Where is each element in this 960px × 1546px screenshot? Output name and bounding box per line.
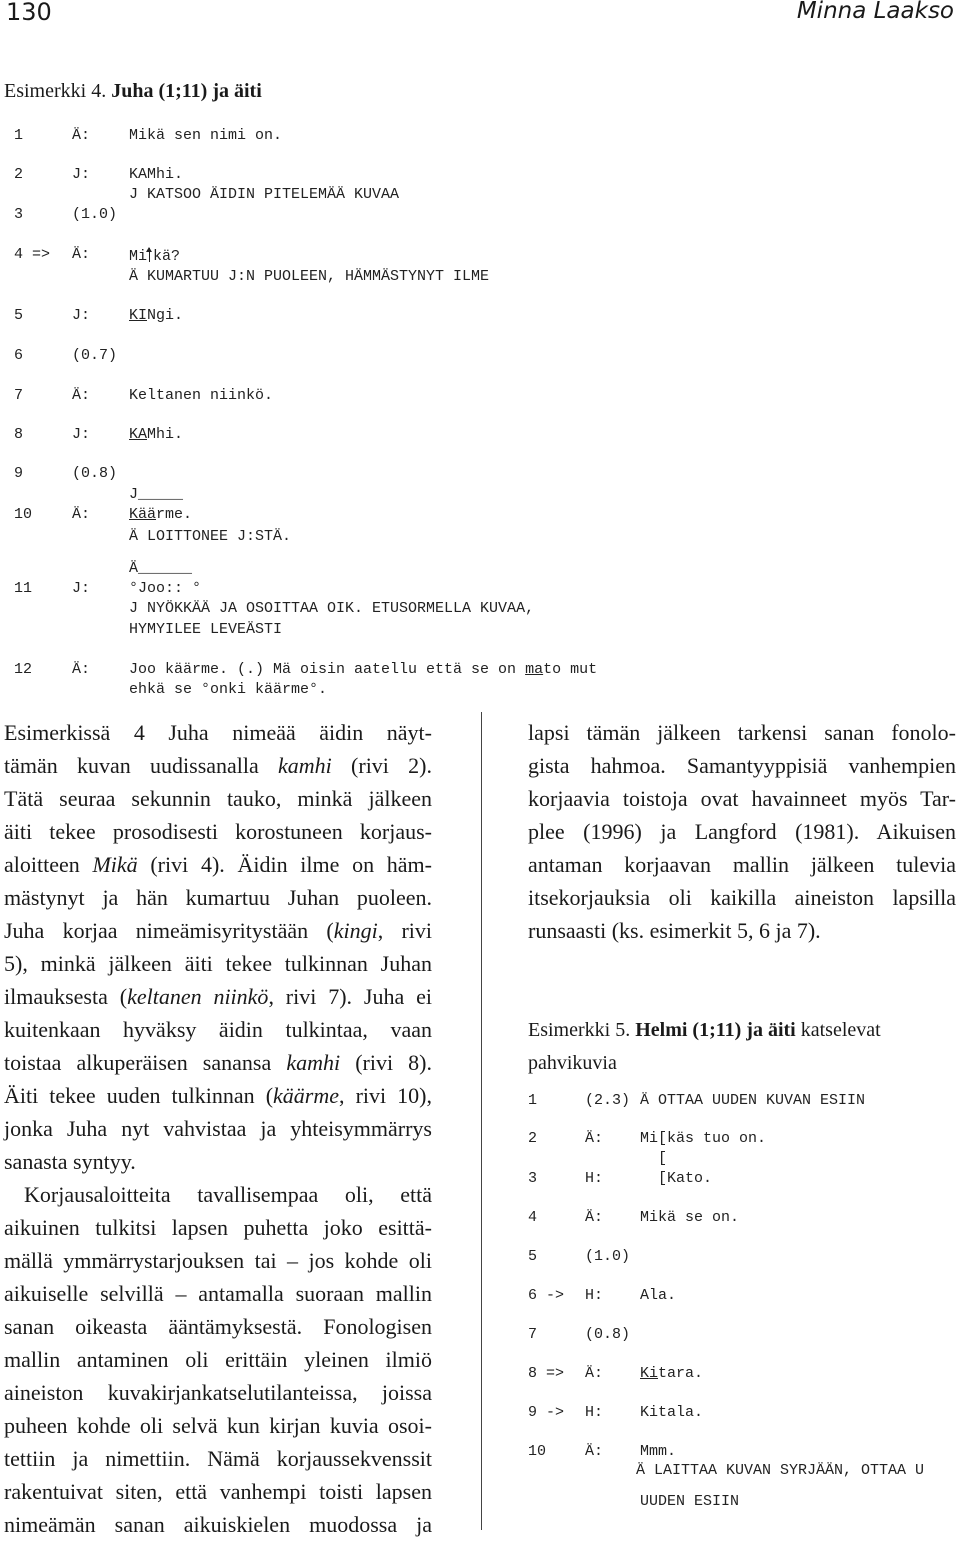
speaker: (0.7) <box>72 347 118 364</box>
text-run: tettiin ja nimettiin. Nämä korjaussekvenssit <box>4 1446 432 1471</box>
text-run: Korjausaloitteita tavallisempaa oli, että <box>24 1182 432 1207</box>
text-line <box>528 749 956 782</box>
line-number: 2 <box>14 166 24 183</box>
text-run: sanasta syntyy. <box>4 1149 136 1174</box>
text-line <box>4 1211 432 1244</box>
transcript-line <box>0 186 950 204</box>
line-number: 3 <box>14 206 24 223</box>
speaker: (1.0) <box>72 206 118 223</box>
text-run: Tätä seuraa sekunnin tauko, minkä jälkeen <box>4 786 432 811</box>
speaker: Ä: <box>585 1443 604 1460</box>
transcript-line <box>0 506 950 524</box>
utterance-part: Keltanen niinkö. <box>129 387 274 404</box>
utterance-part: [ <box>640 1150 668 1167</box>
transcript-line <box>0 465 950 483</box>
line-number: 11 <box>14 580 33 597</box>
text-run: aloitteen <box>4 852 93 877</box>
transcript-line <box>528 1209 958 1227</box>
text-line <box>4 1277 432 1310</box>
utterance-part: Mmm. <box>640 1443 677 1460</box>
transcript-line <box>0 246 950 264</box>
transcript-line <box>0 387 950 405</box>
text-line <box>4 1244 432 1277</box>
text-run: 5), minkä jälkeen äiti tekee tulkinnan Juhan <box>4 951 432 976</box>
text-line <box>4 947 432 980</box>
text-line <box>4 914 432 947</box>
text-line <box>4 1145 432 1178</box>
line-number: 9 -> <box>528 1404 565 1421</box>
utterance-part: HYMYILEE LEVEÄSTI <box>129 621 283 638</box>
text-run: mällä ymmärrystarjouksen tai – jos kohde oli <box>4 1248 432 1273</box>
text-line <box>528 716 956 749</box>
utterance-part: [Kato. <box>640 1170 713 1187</box>
utterance <box>129 600 534 618</box>
example4-title: Esimerkki 4. Juha (1;11) ja äiti <box>4 80 262 102</box>
line-number: 4 <box>528 1209 538 1226</box>
stressed-syllable: ma <box>525 661 544 678</box>
text-line <box>4 782 432 815</box>
stressed-syllable: Kää <box>129 506 157 523</box>
line-number: 10 <box>14 506 33 523</box>
utterance <box>640 1287 676 1305</box>
text-run: puheen kohde oli selvä kun kirjan kuvia osoi- <box>4 1413 432 1438</box>
speaker: J: <box>72 426 91 443</box>
transcript-line <box>0 621 950 639</box>
text-line <box>4 1112 432 1145</box>
transcript-line <box>0 600 950 618</box>
text-line <box>528 914 956 947</box>
text-run: itsekorjauksia oli kaikilla aineiston lapsilla <box>528 885 956 910</box>
utterance-part: J KATSOO ÄIDIN PITELEMÄÄ KUVAA <box>129 186 400 203</box>
transcript-line <box>0 560 950 578</box>
speaker: (2.3) <box>585 1092 631 1109</box>
italic-term: kamhi <box>278 753 332 778</box>
text-line <box>4 1178 432 1211</box>
speaker: J: <box>72 580 91 597</box>
utterance <box>129 426 183 444</box>
utterance <box>129 268 489 286</box>
utterance <box>640 1443 676 1461</box>
italic-term: keltanen niinkö <box>127 984 269 1009</box>
utterance-part: Mi <box>129 248 148 265</box>
text-run: äiti tekee prosodisesti korostuneen korjaus- <box>4 819 432 844</box>
line-number: 10 <box>528 1443 547 1460</box>
text-run: tämän kuvan uudissanalla <box>4 753 279 778</box>
body-text-right-column <box>528 716 956 947</box>
line-number: 12 <box>14 661 33 678</box>
text-run: , rivi 10), <box>339 1083 432 1108</box>
stressed-syllable: Ki <box>640 1365 659 1382</box>
speaker: Ä: <box>585 1130 604 1147</box>
utterance <box>129 560 192 578</box>
text-line <box>4 1442 432 1475</box>
transcript-line <box>0 268 950 286</box>
utterance-part: Ä KUMARTUU J:N PUOLEEN, HÄMMÄSTYNYT ILME <box>129 268 490 285</box>
text-run: (rivi 4). Äidin ilme on häm- <box>137 852 432 877</box>
text-run: jonka Juha nyt vahvistaa ja yhteisymmärrys <box>4 1116 432 1141</box>
utterance <box>129 127 282 145</box>
text-run: rakentuivat siten, että vanhempi toisti lapsen <box>4 1479 432 1504</box>
text-run: sanan oikeasta ääntämyksestä. Fonologisen <box>4 1314 432 1339</box>
speaker: J: <box>72 166 91 183</box>
text-run: , rivi <box>377 918 432 943</box>
utterance-part: tara. <box>658 1365 704 1382</box>
transcript-line <box>0 426 950 444</box>
line-number: 8 => <box>528 1365 565 1382</box>
text-run: nimeämän sanan aikuiskielen muodossa ja <box>4 1512 432 1537</box>
text-run: ilmauksesta ( <box>4 984 128 1009</box>
transcript-line <box>0 347 950 365</box>
utterance <box>129 681 327 699</box>
speaker: Ä: <box>72 506 91 523</box>
text-run: lapsi tämän jälkeen tarkensi sanan fonolo- <box>528 720 956 745</box>
speaker: (0.8) <box>72 465 118 482</box>
text-run: Äiti tekee uuden tulkinnan ( <box>4 1083 274 1108</box>
page-number: 130 <box>6 0 52 26</box>
body-text-left-column <box>4 716 432 1541</box>
speaker: H: <box>585 1170 604 1187</box>
utterance <box>129 246 180 266</box>
utterance <box>129 387 273 405</box>
utterance <box>129 580 201 598</box>
utterance-part: Joo käärme. (.) Mä oisin aatellu että se on <box>129 661 526 678</box>
speaker: Ä: <box>72 127 91 144</box>
italic-term: kingi <box>333 918 378 943</box>
utterance <box>640 1130 766 1148</box>
transcript-line <box>528 1287 958 1305</box>
transcript-line <box>528 1326 958 1344</box>
utterance-part: Ä LOITTONEE J:STÄ. <box>129 528 292 545</box>
stressed-syllable: KI <box>129 307 148 324</box>
text-run: toistaa alkuperäisen sanansa <box>4 1050 287 1075</box>
text-run: (rivi 8). <box>340 1050 433 1075</box>
transcript-line <box>528 1443 958 1461</box>
text-run: mästynyt ja hän kumartuu Juhan puoleen. <box>4 885 432 910</box>
speaker: H: <box>585 1287 604 1304</box>
text-run: kuitenkaan hyväksy äidin tulkintaa, vaan <box>4 1017 432 1042</box>
utterance-part: Ä LAITTAA KUVAN SYRJÄÄN, OTTAA U <box>636 1462 925 1479</box>
text-run: Esimerkissä 4 Juha nimeää äidin näyt- <box>4 720 432 745</box>
text-line <box>528 782 956 815</box>
stressed-syllable: KA <box>129 426 148 443</box>
line-number: 6 -> <box>528 1287 565 1304</box>
transcript-line <box>528 1130 958 1148</box>
text-run: gista hahmoa. Samantyyppisiä vanhempien <box>528 753 956 778</box>
text-line <box>4 1409 432 1442</box>
utterance-part: ehkä se °onki käärme°. <box>129 681 328 698</box>
line-number: 8 <box>14 426 24 443</box>
utterance-part: UUDEN ESIIN <box>640 1493 740 1510</box>
transcript-line <box>0 681 950 699</box>
utterance <box>640 1493 739 1511</box>
transcript-line <box>0 528 950 546</box>
utterance <box>129 506 192 524</box>
text-line <box>4 1508 432 1541</box>
utterance <box>129 621 282 639</box>
line-number: 9 <box>14 465 24 482</box>
utterance-part: rme. <box>156 506 193 523</box>
line-number: 2 <box>528 1130 538 1147</box>
italic-term: käärme <box>273 1083 340 1108</box>
text-run: aikuinen tulkitsi lapsen puhetta joko esittä- <box>4 1215 432 1240</box>
text-run: runsaasti (ks. esimerkit 5, 6 ja 7). <box>528 918 821 943</box>
text-run: korjaavia toistoja ovat havainneet myös Tar- <box>528 786 956 811</box>
utterance-part: Mi[käs tuo on. <box>640 1130 767 1147</box>
text-run: , rivi 7). Juha ei <box>268 984 432 1009</box>
text-run: plee (1996) ja Langford (1981). Aikuisen <box>528 819 956 844</box>
utterance-part: °Joo:: ° <box>129 580 202 597</box>
speaker: (1.0) <box>585 1248 631 1265</box>
text-line <box>4 1475 432 1508</box>
transcript-line <box>528 1404 958 1422</box>
text-line <box>4 881 432 914</box>
utterance <box>129 528 291 546</box>
transcript-line <box>528 1092 958 1110</box>
text-run: aineiston kuvakirjankatselutilanteissa, joissa <box>4 1380 432 1405</box>
speaker: Ä: <box>72 661 91 678</box>
transcript-line <box>0 206 950 224</box>
transcript-line <box>528 1493 958 1511</box>
line-number: 1 <box>14 127 24 144</box>
utterance <box>129 166 183 184</box>
transcript-line <box>0 166 950 184</box>
text-line <box>4 1013 432 1046</box>
utterance <box>640 1170 712 1188</box>
column-divider <box>481 712 482 1530</box>
text-line <box>4 815 432 848</box>
line-number: 6 <box>14 347 24 364</box>
utterance-part: Mhi. <box>147 426 184 443</box>
utterance-part: Ä______ <box>129 560 193 577</box>
text-line <box>4 1310 432 1343</box>
utterance <box>640 1092 865 1110</box>
utterance <box>129 661 597 679</box>
running-head-author: Minna Laakso <box>796 0 954 24</box>
transcript-line <box>528 1150 958 1168</box>
utterance <box>129 186 399 204</box>
text-line <box>4 980 432 1013</box>
transcript-line <box>0 307 950 325</box>
text-run: (rivi 2). <box>331 753 432 778</box>
italic-term: kamhi <box>286 1050 341 1075</box>
text-run: antaman korjaavan mallin jälkeen tulevia <box>528 852 956 877</box>
utterance-part: Ala. <box>640 1287 677 1304</box>
utterance <box>640 1209 739 1227</box>
line-number: 5 <box>14 307 24 324</box>
utterance-part: Mikä sen nimi on. <box>129 127 283 144</box>
text-line <box>528 881 956 914</box>
text-run: Juha korjaa nimeämisyritystään ( <box>4 918 334 943</box>
utterance <box>129 486 183 504</box>
utterance-part: Kitala. <box>640 1404 704 1421</box>
speaker: H: <box>585 1404 604 1421</box>
text-line <box>4 1343 432 1376</box>
text-line <box>4 1376 432 1409</box>
text-run: aikuiselle selvillä – antamalla suoraan mallin <box>4 1281 432 1306</box>
transcript-line <box>528 1462 958 1480</box>
transcript-line <box>0 661 950 679</box>
utterance-part: Mikä se on. <box>640 1209 740 1226</box>
text-line <box>4 1079 432 1112</box>
speaker: Ä: <box>72 246 91 263</box>
pitch-rise-arrow-icon <box>149 248 151 262</box>
transcript-line <box>0 486 950 504</box>
line-number: 7 <box>528 1326 538 1343</box>
speaker: J: <box>72 307 91 324</box>
utterance <box>640 1150 667 1168</box>
utterance-part: KAMhi. <box>129 166 184 183</box>
italic-term: Mikä <box>92 852 138 877</box>
utterance <box>640 1365 703 1383</box>
speaker: Ä: <box>72 387 91 404</box>
utterance <box>129 307 183 325</box>
line-number: 3 <box>528 1170 538 1187</box>
utterance-part: J NYÖKKÄÄ JA OSOITTAA OIK. ETUSORMELLA KUVAA, <box>129 600 535 617</box>
utterance-part: to mut <box>543 661 598 678</box>
utterance-part: Ä OTTAA UUDEN KUVAN ESIIN <box>640 1092 866 1109</box>
utterance <box>640 1404 703 1422</box>
utterance-part: J_____ <box>129 486 184 503</box>
speaker: Ä: <box>585 1365 604 1382</box>
text-run: mallin antaminen oli erittäin yleinen ilmiö <box>4 1347 432 1372</box>
text-line <box>528 815 956 848</box>
line-number: 1 <box>528 1092 538 1109</box>
text-line <box>4 749 432 782</box>
utterance-part: kä? <box>153 248 181 265</box>
line-number: 7 <box>14 387 24 404</box>
speaker: (0.8) <box>585 1326 631 1343</box>
line-number: 4 => <box>14 246 51 263</box>
transcript-line <box>528 1365 958 1383</box>
transcript-line <box>528 1170 958 1188</box>
utterance <box>636 1462 924 1480</box>
text-line <box>4 848 432 881</box>
example5-title: Esimerkki 5. Helmi (1;11) ja äiti katselevat pahvikuvia <box>528 1019 881 1074</box>
transcript-line <box>528 1248 958 1266</box>
text-line <box>4 716 432 749</box>
text-line <box>528 848 956 881</box>
line-number: 5 <box>528 1248 538 1265</box>
text-line <box>4 1046 432 1079</box>
utterance-part: Ngi. <box>147 307 184 324</box>
transcript-line <box>0 580 950 598</box>
transcript-line <box>0 127 950 145</box>
speaker: Ä: <box>585 1209 604 1226</box>
